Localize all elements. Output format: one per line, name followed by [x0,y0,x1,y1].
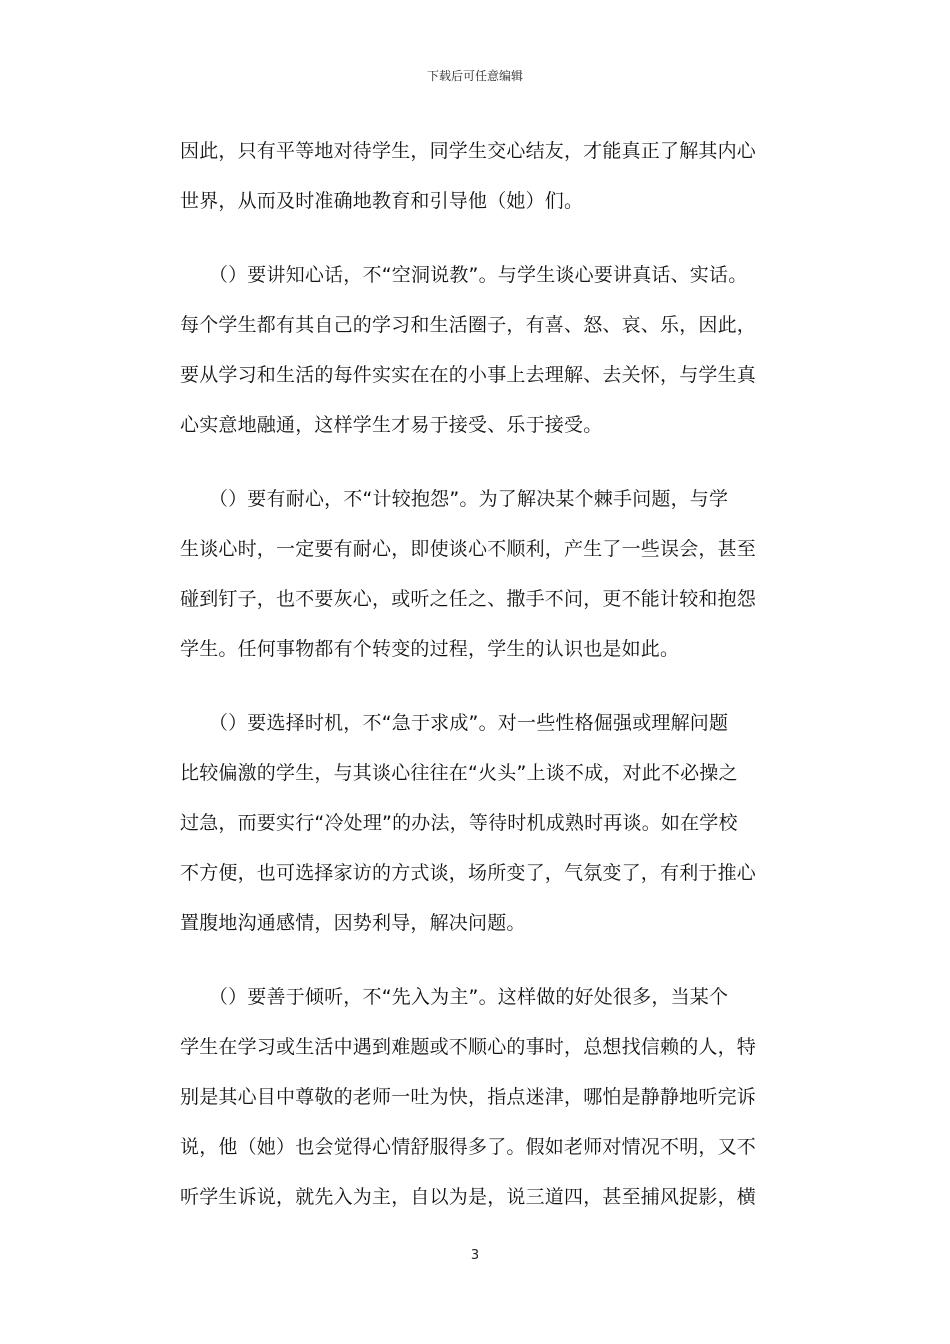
paragraph [180,698,770,948]
paragraph [180,250,770,450]
text-line: 比较偏激的学生，与其谈心往往在“火头”上谈不成，对此不必操之 [180,762,738,784]
text-line: 每个学生都有其自己的学习和生活圈子，有喜、怒、哀、乐，因此， [180,314,757,336]
text-line: 不方便，也可选择家访的方式谈，场所变了，气氛变了，有利于推心 [180,862,757,884]
paragraph [180,474,770,674]
paragraph [180,126,770,226]
text-line: 说，他（她）也会觉得心情舒服得多了。假如老师对情况不明，又不 [180,1136,757,1158]
text-line: 学生。任何事物都有个转变的过程，学生的认识也是如此。 [180,638,680,660]
text-line: （）要有耐心，不“计较抱怨”。为了解决某个棘手问题，与学 [180,488,729,510]
text-line: 世界，从而及时准确地教育和引导他（她）们。 [180,190,584,212]
text-line: （）要善于倾听，不“先入为主”。这样做的好处很多，当某个 [180,986,729,1008]
text-line: 别是其心目中尊敬的老师一吐为快，指点迷津，哪怕是静静地听完诉 [180,1086,757,1108]
document-body [180,126,770,1222]
page-number: 3 [470,1248,480,1263]
text-line: （）要讲知心话，不“空洞说教”。与学生谈心要讲真话、实话。 [180,264,748,286]
paragraph [180,972,770,1222]
text-line: 听学生诉说，就先入为主，自以为是，说三道四，甚至捕风捉影，横 [180,1186,757,1208]
text-line: 学生在学习或生活中遇到难题或不顺心的事时，总想找信赖的人，特 [180,1036,757,1058]
text-line: 心实意地融通，这样学生才易于接受、乐于接受。 [180,414,603,436]
text-line: 要从学习和生活的每件实实在在的小事上去理解、去关怀，与学生真 [180,364,757,386]
text-line: （）要选择时机，不“急于求成”。对一些性格倔强或理解问题 [180,712,729,734]
text-line: 过急，而要实行“冷处理”的办法，等待时机成熟时再谈。如在学校 [180,812,738,834]
text-line: 碰到钉子，也不要灰心，或听之任之、撒手不问，更不能计较和抱怨 [180,588,757,610]
text-line: 生谈心时，一定要有耐心，即使谈心不顺利，产生了一些误会，甚至 [180,538,757,560]
text-line: 因此，只有平等地对待学生，同学生交心结友，才能真正了解其内心 [180,140,757,162]
text-line: 置腹地沟通感情，因势利导，解决问题。 [180,912,526,934]
page-header: 下载后可任意编辑 [426,69,523,83]
